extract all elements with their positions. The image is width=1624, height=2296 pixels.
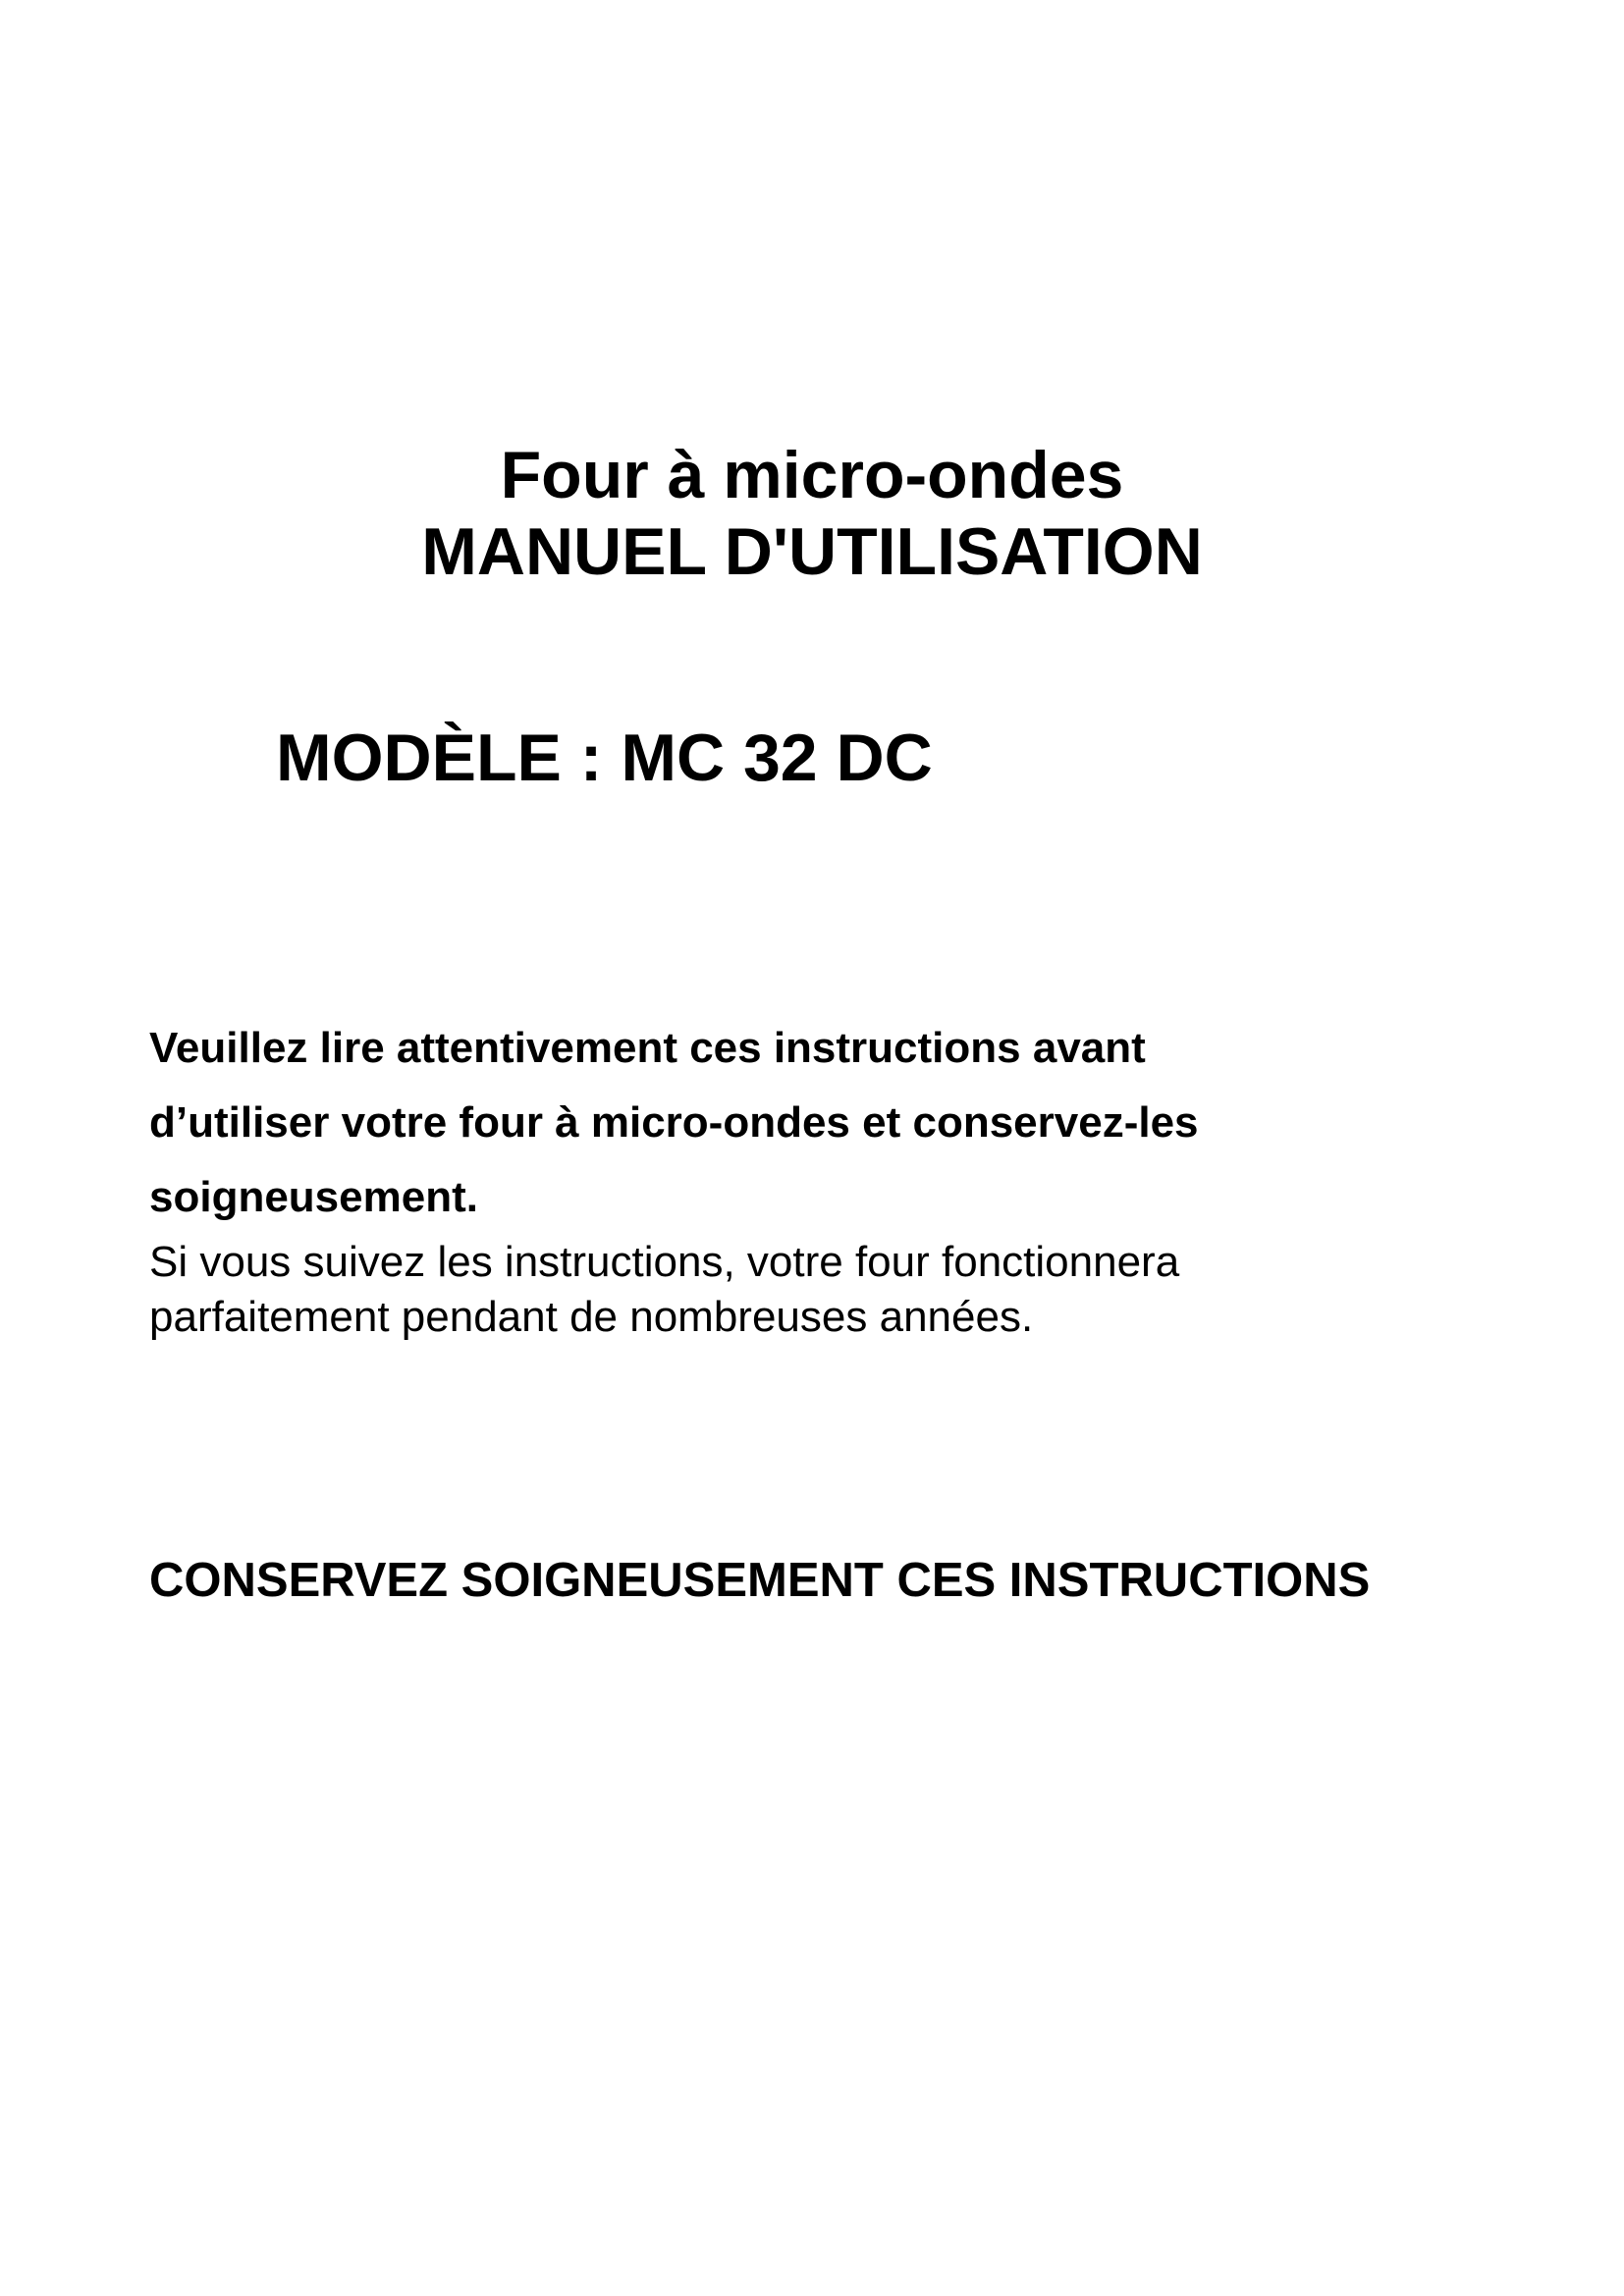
intro-bold-line-3: soigneusement. (149, 1173, 478, 1221)
intro-bold-line-2: d’utiliser votre four à micro-ondes et conservez-les (149, 1098, 1199, 1147)
intro-normal-line-1: Si vous suivez les instructions, votre four fonctionnera (149, 1238, 1180, 1286)
intro-bold-line-1: Veuillez lire attentivement ces instructions avant (149, 1024, 1146, 1072)
intro-paragraph (149, 1011, 1504, 1345)
model-heading: MODÈLE : MC 32 DC (276, 721, 933, 795)
keep-instructions-note: CONSERVEZ SOIGNEUSEMENT CES INSTRUCTIONS (149, 1554, 1371, 1607)
product-title: Four à micro-ondes (500, 438, 1124, 512)
intro-normal-line-2: parfaitement pendant de nombreuses années. (149, 1293, 1034, 1341)
title-block (0, 437, 1624, 590)
manual-title: MANUEL D'UTILISATION (421, 514, 1203, 589)
